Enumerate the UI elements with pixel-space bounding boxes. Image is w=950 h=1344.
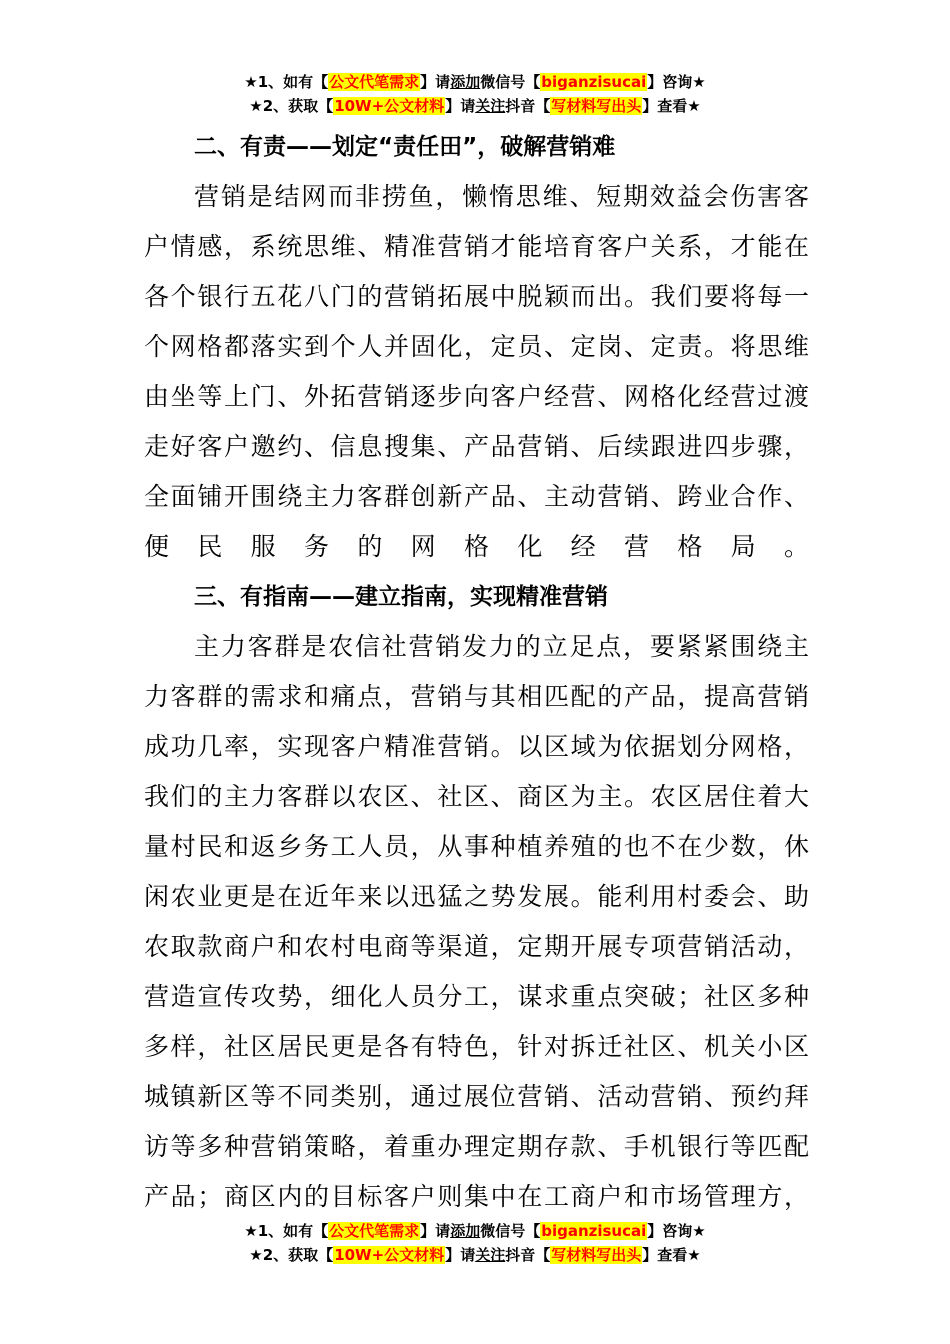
banner-text: ★1、如有【 bbox=[244, 1222, 329, 1240]
banner-text: 】请 bbox=[420, 1222, 451, 1240]
banner-text: ★2、获取【 bbox=[249, 97, 334, 115]
paragraph-line: 便民服务的网格化经营格局。 bbox=[144, 532, 809, 561]
banner-highlight-materials: 10W+公文材料 bbox=[334, 97, 445, 115]
paragraph-line: 全面铺开围绕主力客群创新产品、主动营销、跨业合作、 bbox=[144, 482, 809, 511]
paragraph-line: 营销是结网而非捞鱼，懒惰思维、短期效益会伤害客 bbox=[194, 182, 809, 211]
banner-highlight-douyin: 写材料写出头 bbox=[551, 97, 642, 115]
banner-text: 】查看★ bbox=[642, 97, 701, 115]
banner-text: 抖音【 bbox=[505, 97, 551, 115]
banner-underline-follow: 关注 bbox=[475, 97, 506, 115]
paragraph-line: 产品；商区内的目标客户则集中在工商户和市场管理方， bbox=[144, 1182, 809, 1211]
banner-highlight-materials: 10W+公文材料 bbox=[334, 1246, 445, 1264]
paragraph-line: 力客群的需求和痛点，营销与其相匹配的产品，提高营销 bbox=[144, 682, 809, 711]
banner-highlight-service: 公文代笔需求 bbox=[329, 1222, 420, 1240]
paragraph-line: 农取款商户和农村电商等渠道，定期开展专项营销活动， bbox=[144, 932, 809, 961]
banner-text: ★1、如有【 bbox=[244, 73, 329, 91]
banner-underline-follow: 关注 bbox=[475, 1246, 506, 1264]
banner-text: 】查看★ bbox=[642, 1246, 701, 1264]
banner-highlight-wechat: biganzisucai bbox=[541, 1222, 647, 1240]
banner-text: 】咨询★ bbox=[647, 73, 706, 91]
banner-highlight-service: 公文代笔需求 bbox=[329, 73, 420, 91]
banner-underline-add: 添加 bbox=[450, 73, 481, 91]
paragraph-line: 走好客户邀约、信息搜集、产品营销、后续跟进四步骤， bbox=[144, 432, 809, 461]
section-paragraph-2 bbox=[144, 172, 809, 572]
paragraph-line: 闲农业更是在近年来以迅猛之势发展。能利用村委会、助 bbox=[144, 882, 809, 911]
footer-banner bbox=[0, 1219, 950, 1267]
paragraph-line: 户情感，系统思维、精准营销才能培育客户关系，才能在 bbox=[144, 232, 809, 261]
banner-text: 】咨询★ bbox=[647, 1222, 706, 1240]
banner-line-2 bbox=[0, 1243, 950, 1267]
paragraph-line: 由坐等上门、外拓营销逐步向客户经营、网格化经营过渡 bbox=[144, 382, 809, 411]
banner-text: 抖音【 bbox=[505, 1246, 551, 1264]
banner-text: 】请 bbox=[420, 73, 451, 91]
section-paragraph-3 bbox=[144, 622, 809, 1222]
paragraph-line: 各个银行五花八门的营销拓展中脱颖而出。我们要将每一 bbox=[144, 282, 809, 311]
paragraph-line: 我们的主力客群以农区、社区、商区为主。农区居住着大 bbox=[144, 782, 809, 811]
paragraph-line: 成功几率，实现客户精准营销。以区域为依据划分网格， bbox=[144, 732, 809, 761]
banner-line-1 bbox=[0, 1219, 950, 1243]
banner-text: ★2、获取【 bbox=[249, 1246, 334, 1264]
paragraph-line: 城镇新区等不同类别，通过展位营销、活动营销、预约拜 bbox=[144, 1082, 809, 1111]
paragraph-line: 多样，社区居民更是各有特色，针对拆迁社区、机关小区 bbox=[144, 1032, 809, 1061]
section-heading-2: 二、有责——划定“责任田”，破解营销难 bbox=[194, 134, 616, 160]
banner-text: 微信号【 bbox=[480, 1222, 541, 1240]
paragraph-line: 主力客群是农信社营销发力的立足点，要紧紧围绕主 bbox=[194, 632, 809, 661]
section-heading-3: 三、有指南——建立指南，实现精准营销 bbox=[194, 584, 608, 610]
document-body bbox=[144, 122, 809, 1222]
banner-underline-add: 添加 bbox=[450, 1222, 481, 1240]
paragraph-line: 个网格都落实到个人并固化，定员、定岗、定责。将思维 bbox=[144, 332, 809, 361]
banner-text: 】请 bbox=[445, 1246, 476, 1264]
header-banner bbox=[0, 70, 950, 118]
paragraph-line: 营造宣传攻势，细化人员分工，谋求重点突破；社区多种 bbox=[144, 982, 809, 1011]
paragraph-line: 访等多种营销策略，着重办理定期存款、手机银行等匹配 bbox=[144, 1132, 809, 1161]
paragraph-line: 量村民和返乡务工人员，从事种植养殖的也不在少数，休 bbox=[144, 832, 809, 861]
banner-highlight-douyin: 写材料写出头 bbox=[551, 1246, 642, 1264]
banner-highlight-wechat: biganzisucai bbox=[541, 73, 647, 91]
banner-text: 微信号【 bbox=[480, 73, 541, 91]
banner-line-1 bbox=[0, 70, 950, 94]
banner-text: 】请 bbox=[445, 97, 476, 115]
banner-line-2 bbox=[0, 94, 950, 118]
